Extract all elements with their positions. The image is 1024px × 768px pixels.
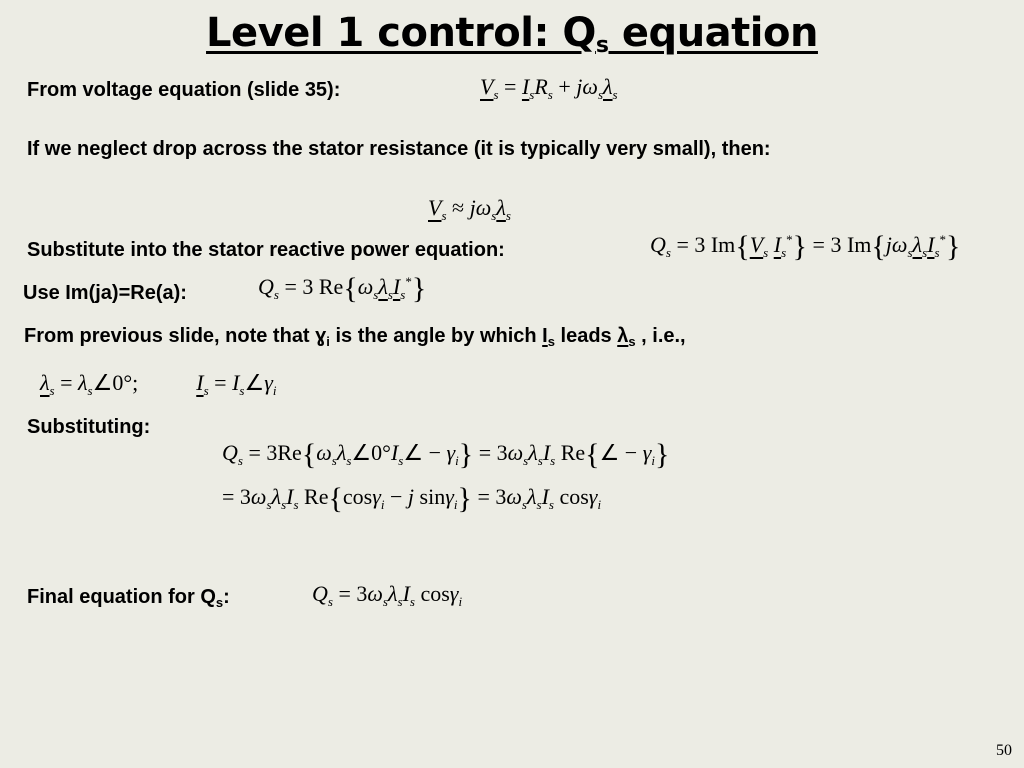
final-label: Final equation for $Q_s$: (27, 586, 230, 610)
previous-slide-note: From previous slide, note that ɣ$_i$ is the angle by which $I_s$ leads $\lambda_s$ , i.e., (24, 325, 686, 349)
substitute-label: Substitute into the stator reactive power equation: (27, 239, 505, 261)
final-equation: $Q_s = 3\omega_s\lambda_sI_s$ cosγ$_i$ (312, 581, 463, 609)
slide-title: Level 1 control: $Q_s$ equation (206, 10, 818, 58)
substituting-label: Substituting: (27, 416, 151, 438)
neglect-label: If we neglect drop across the stator resistance (it is typically very small), then: (27, 138, 771, 160)
use-im-equation: $Q_s = 3$ $Re\{\omega_s\lambda_sI_s^*\}$ (258, 272, 427, 305)
reactive-power-equation: $Q_s = 3$ $Im\{V_s$ $I_s^*\} = 3$ $Im\{j\omega_s\lambda_sI_s^*\}$ (650, 230, 961, 263)
voltage-label: From voltage equation (slide 35): (27, 79, 341, 101)
use-im-label: Use Im(ja)=Re(a): (23, 282, 187, 304)
phasor-definitions: $\lambda_s$ = $\lambda_s\angle 0^\circ$; $I_s$ = $I_s\angle\gamma_i$ (40, 370, 277, 398)
substitution-line-2: = $3\omega_s\lambda_sI_s$ Re{cosγ$_i$ − j $\sin\gamma_i\} = 3\omega_s\lambda_sI_s$ cosγ$_i$ (222, 482, 602, 515)
voltage-equation: $V_s = I_sR_s + j\omega_s\lambda_s$ (480, 74, 618, 102)
approx-equation: $V_s \approx j\omega_s\lambda_s$ (428, 195, 511, 223)
substitution-line-1: $Q_s$ = $3Re\{\omega_s\lambda_s\angle 0^\circ I_s\angle - \gamma_i\} = 3\omega_s\lambda_sI_s$ Re{∠ − $\gamma_i$} (222, 438, 670, 471)
page-number: 50 (996, 742, 1012, 759)
